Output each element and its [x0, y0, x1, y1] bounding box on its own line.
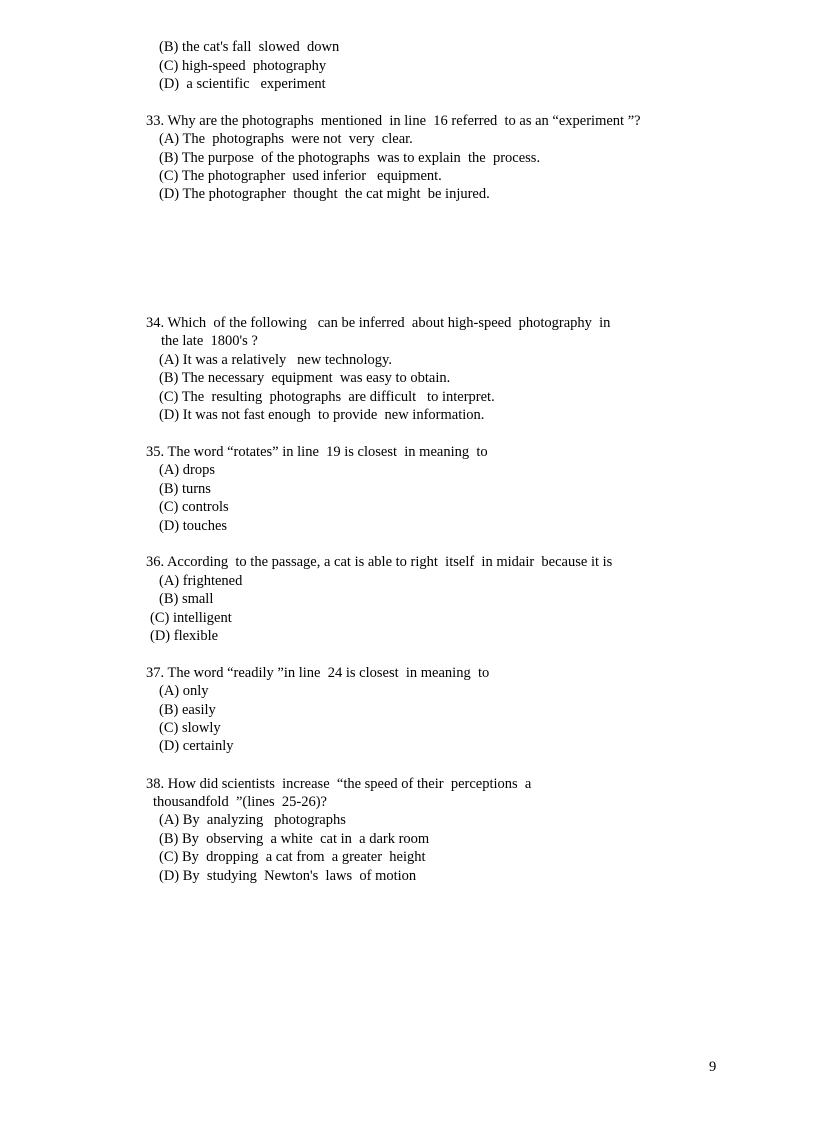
question-37-option-d: (D) certainly [159, 738, 234, 754]
question-38-option-d: (D) By studying Newton's laws of motion [159, 868, 417, 884]
question-38-option-a: (A) By analyzing photographs [159, 812, 346, 828]
question-33-option-b: (B) The purpose of the photographs was to explain the process. [159, 150, 541, 166]
question-33-option-a: (A) The photographs were not very clear. [159, 131, 413, 147]
question-33-option-c: (C) The photographer used inferior equipment. [159, 168, 442, 184]
question-38-stem-continued: thousandfold ”(lines 25-26)? [153, 794, 327, 810]
question-34-option-d: (D) It was not fast enough to provide new information. [159, 407, 485, 423]
question-34-stem-continued: the late 1800's ? [161, 333, 258, 349]
question-35-option-c: (C) controls [159, 499, 229, 515]
question-36-option-b: (B) small [159, 591, 214, 607]
question-34-option-b: (B) The necessary equipment was easy to obtain. [159, 370, 451, 386]
question-36-stem: 36. According to the passage, a cat is able to right itself in midair because it is [146, 554, 613, 570]
page-number: 9 [709, 1059, 717, 1075]
question-35-option-a: (A) drops [159, 462, 215, 478]
carryover-option-c: (C) high-speed photography [159, 58, 327, 74]
question-35-option-d: (D) touches [159, 518, 228, 534]
question-36-option-a: (A) frightened [159, 573, 243, 589]
carryover-option-d: (D) a scientific experiment [159, 76, 326, 92]
question-34-option-a: (A) It was a relatively new technology. [159, 352, 392, 368]
question-34-option-c: (C) The resulting photographs are difficult to interpret. [159, 389, 495, 405]
question-35-option-b: (B) turns [159, 481, 211, 497]
question-38-option-b: (B) By observing a white cat in a dark room [159, 831, 430, 847]
question-36-option-c: (C) intelligent [150, 610, 232, 626]
question-33-option-d: (D) The photographer thought the cat might be injured. [159, 186, 490, 202]
question-36-option-d: (D) flexible [150, 628, 219, 644]
question-37-option-a: (A) only [159, 683, 209, 699]
carryover-option-b: (B) the cat's fall slowed down [159, 39, 340, 55]
question-38-option-c: (C) By dropping a cat from a greater height [159, 849, 426, 865]
question-34-stem: 34. Which of the following can be inferred about high-speed photography in [146, 315, 611, 331]
question-37-option-b: (B) easily [159, 702, 216, 718]
question-37-stem: 37. The word “readily ”in line 24 is closest in meaning to [146, 665, 490, 681]
question-38-stem: 38. How did scientists increase “the speed of their perceptions a [146, 776, 532, 792]
question-33-stem: 33. Why are the photographs mentioned in line 16 referred to as an “experiment ”? [146, 113, 641, 129]
question-35-stem: 35. The word “rotates” in line 19 is closest in meaning to [146, 444, 488, 460]
question-37-option-c: (C) slowly [159, 720, 221, 736]
